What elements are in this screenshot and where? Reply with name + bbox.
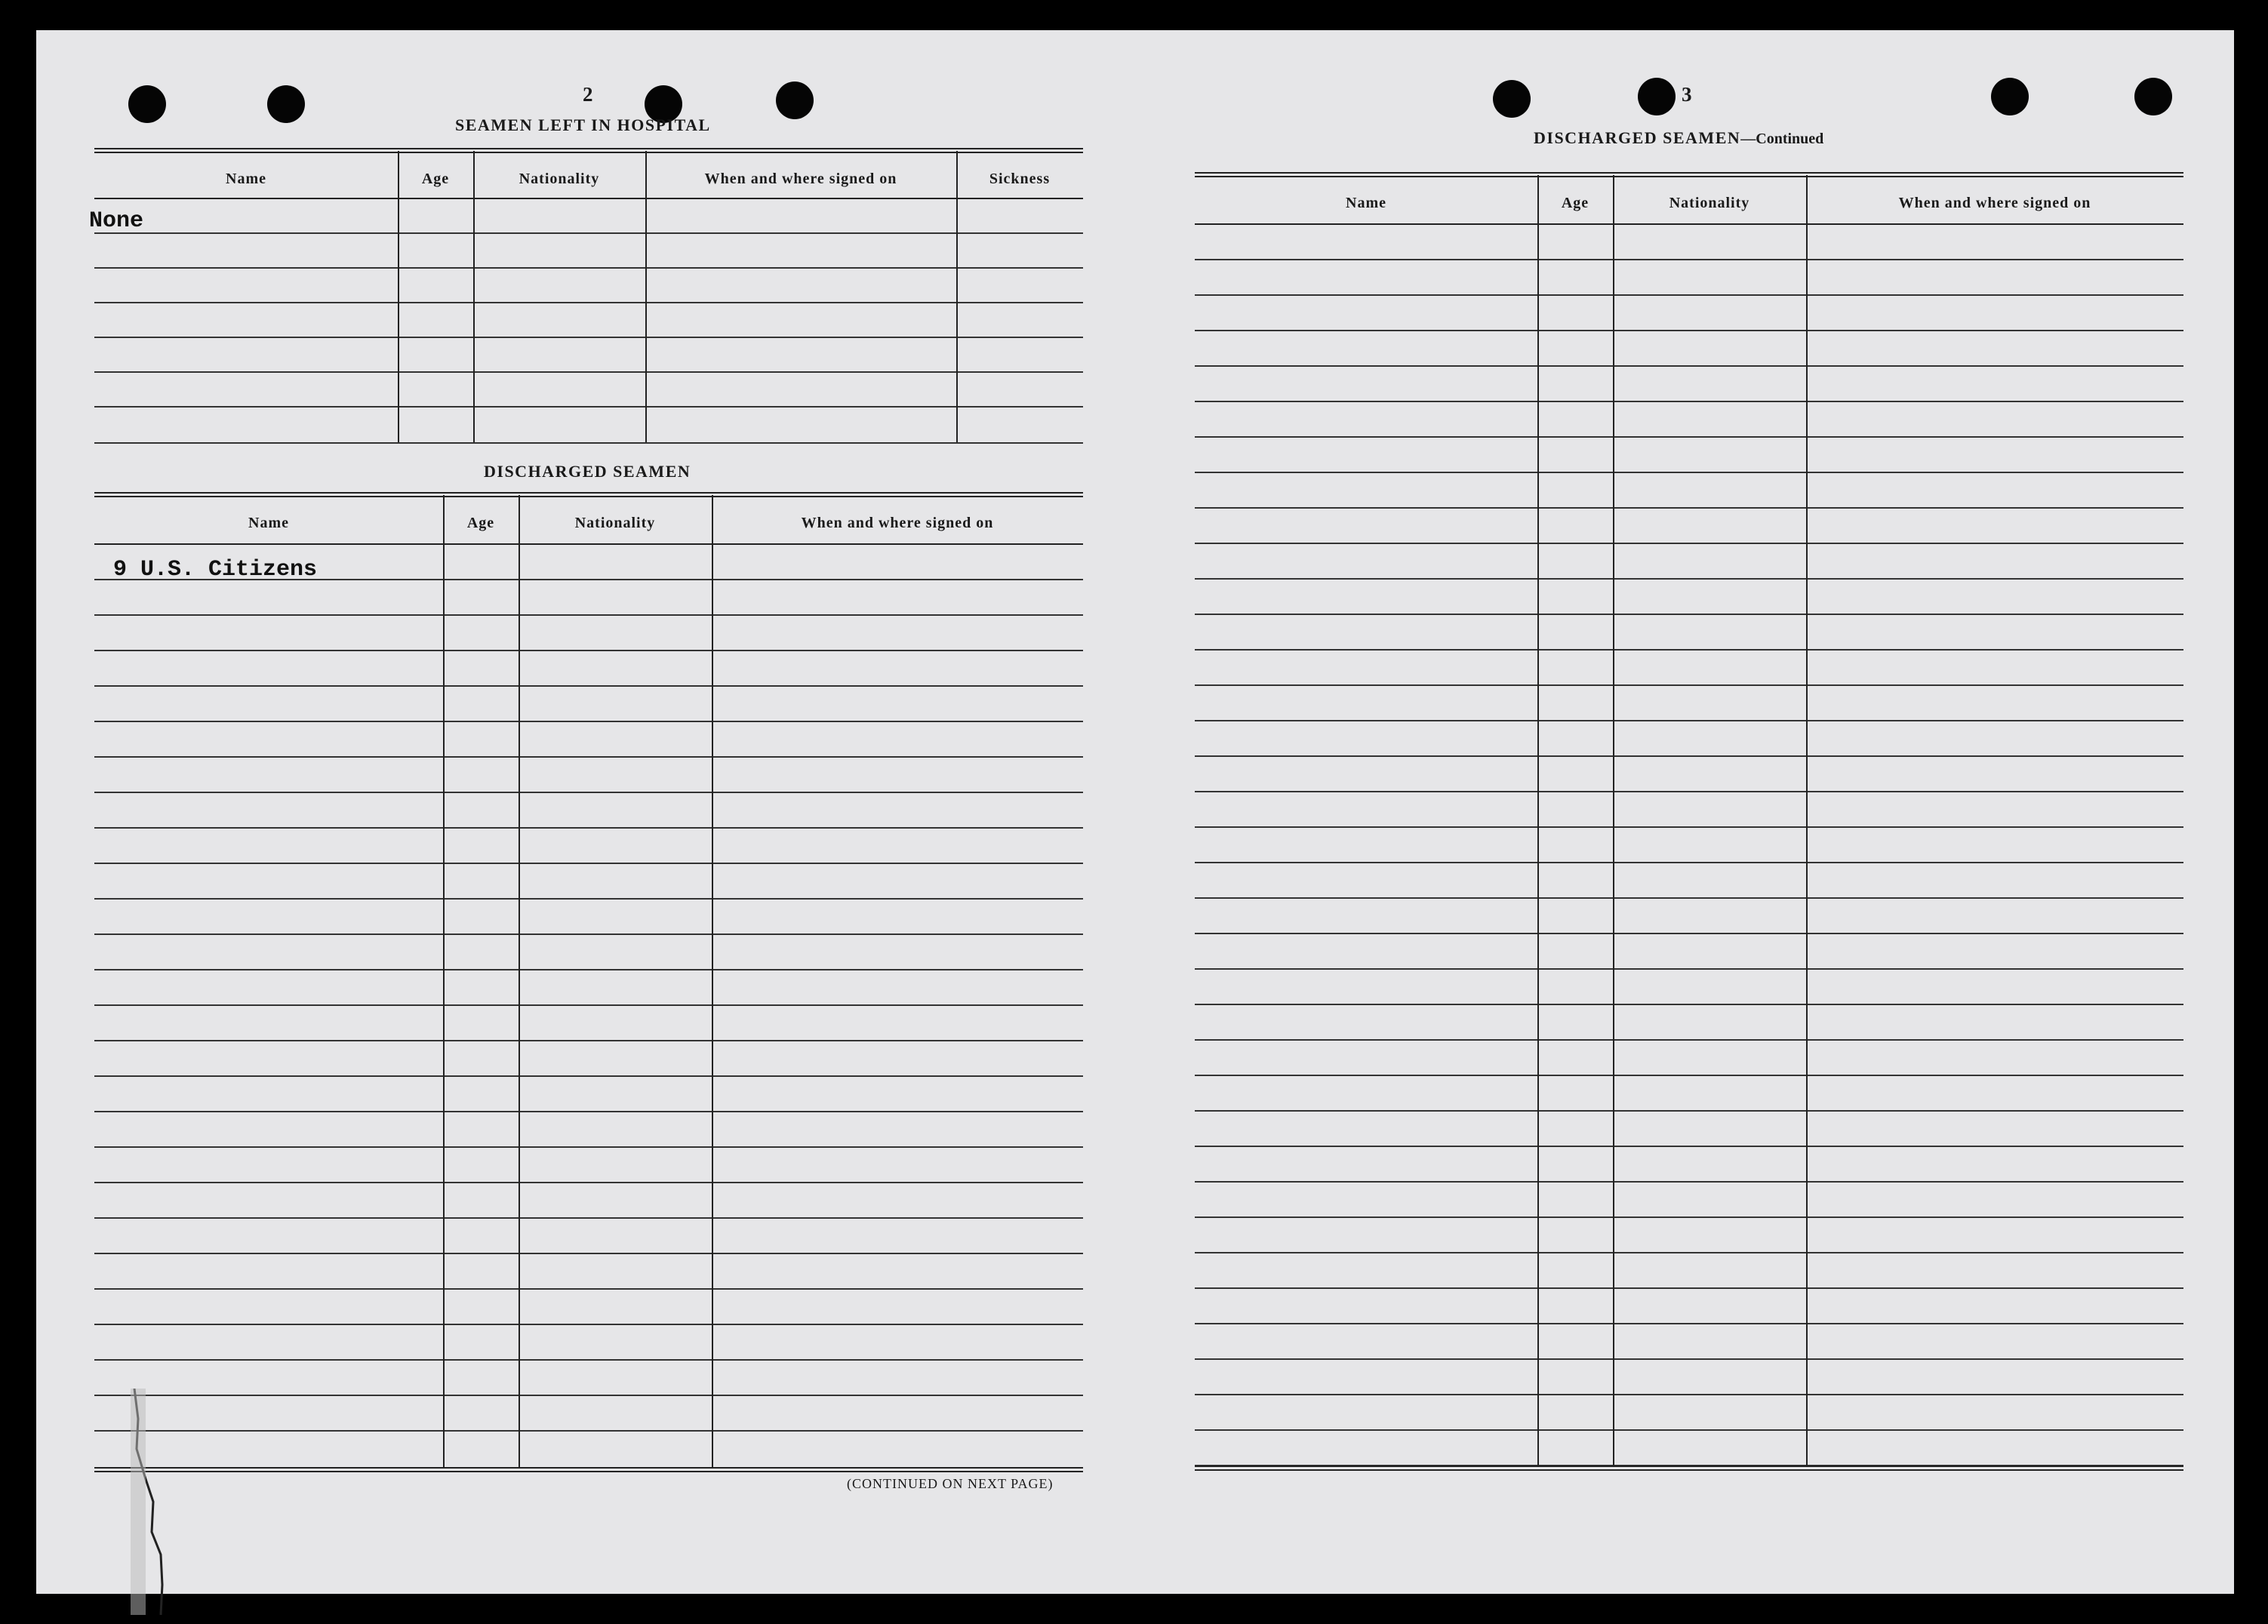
column-header-name: Name — [226, 171, 266, 187]
ruled-row-line — [94, 898, 1083, 900]
ruled-row-line — [1195, 897, 2183, 899]
ruled-row-line — [1195, 365, 2183, 367]
punch-hole — [128, 85, 166, 123]
ruled-row-line — [94, 614, 1083, 616]
ruled-row-line — [1195, 1004, 2183, 1005]
column-header-sickness: Sickness — [989, 171, 1051, 187]
paper-tear-mark — [131, 1389, 198, 1615]
discharged-table-right — [1195, 172, 2183, 1508]
ruled-row-line — [1195, 1252, 2183, 1253]
column-header-signed-on: When and where signed on — [704, 171, 897, 187]
ruled-row-line — [1195, 1394, 2183, 1395]
ruled-row-line — [1195, 1287, 2183, 1289]
discharged-section-title: DISCHARGED SEAMEN — [484, 462, 691, 481]
ruled-row-line — [94, 792, 1083, 793]
ruled-row-line — [1195, 1110, 2183, 1112]
discharged-table-left — [94, 492, 1083, 1503]
column-header-nationality: Nationality — [519, 171, 600, 187]
ruled-row-line — [94, 650, 1083, 651]
ruled-row-line — [94, 1430, 1083, 1432]
ruled-row-line — [1195, 436, 2183, 438]
column-header-name: Name — [1346, 195, 1386, 211]
punch-hole — [776, 82, 814, 119]
hospital-table — [94, 148, 1083, 480]
ruled-row-line — [1195, 1039, 2183, 1041]
ruled-row-line — [1195, 330, 2183, 331]
column-header-signed-on: When and where signed on — [801, 515, 994, 531]
ruled-row-line — [94, 863, 1083, 864]
ruled-row-line — [1195, 294, 2183, 296]
right-page-title-main: DISCHARGED SEAMEN — [1534, 128, 1741, 147]
page-number-left: 2 — [583, 83, 593, 106]
ruled-row-line — [94, 1182, 1083, 1183]
page-number-right: 3 — [1682, 83, 1692, 106]
ruled-row-line — [1195, 1146, 2183, 1147]
column-header-nationality: Nationality — [1669, 195, 1750, 211]
ruled-row-line — [1195, 649, 2183, 651]
punch-hole — [267, 85, 305, 123]
ruled-row-line — [1195, 684, 2183, 686]
ruled-row-line — [1195, 826, 2183, 828]
ruled-row-line — [1195, 1323, 2183, 1324]
ruled-row-line — [1195, 1075, 2183, 1076]
ruled-row-line — [94, 1111, 1083, 1112]
right-page-title-suffix: —Continued — [1740, 131, 1824, 147]
punch-hole — [1493, 80, 1531, 118]
ruled-row-line — [1195, 259, 2183, 260]
ruled-row-line — [1195, 507, 2183, 509]
ruled-row-line — [94, 1359, 1083, 1361]
ruled-row-line — [1195, 1181, 2183, 1183]
ruled-row-line — [1195, 578, 2183, 580]
ruled-row-line — [1195, 1216, 2183, 1218]
right-page-title — [1534, 128, 1823, 148]
punch-hole — [1638, 78, 1676, 115]
column-header-name: Name — [248, 515, 289, 531]
ruled-row-line — [1195, 720, 2183, 721]
ruled-row-line — [1195, 1429, 2183, 1431]
ruled-row-line — [1195, 755, 2183, 757]
ruled-row-line — [1195, 614, 2183, 615]
punch-hole — [1991, 78, 2029, 115]
ruled-row-line — [94, 1288, 1083, 1290]
ruled-row-line — [94, 685, 1083, 687]
ruled-row-line — [94, 1217, 1083, 1219]
ruled-row-line — [94, 1324, 1083, 1325]
ruled-row-line — [94, 756, 1083, 758]
ruled-row-line — [1195, 862, 2183, 863]
ruled-row-line — [1195, 1358, 2183, 1360]
ruled-row-line — [94, 1146, 1083, 1148]
ruled-row-line — [94, 827, 1083, 829]
punch-hole — [2134, 78, 2172, 115]
ruled-row-line — [1195, 401, 2183, 402]
ruled-row-line — [1195, 791, 2183, 792]
continued-note: (CONTINUED ON NEXT PAGE) — [847, 1476, 1054, 1491]
ruled-row-line — [1195, 933, 2183, 934]
column-header-nationality: Nationality — [574, 515, 656, 531]
column-header-age: Age — [466, 515, 495, 531]
hospital-entry-text: None — [89, 208, 144, 234]
ruled-row-line — [94, 933, 1083, 935]
hospital-section-title: SEAMEN LEFT IN HOSPITAL — [455, 115, 711, 134]
document-sheet — [36, 30, 2234, 1594]
ruled-row-line — [94, 1075, 1083, 1077]
ruled-row-line — [1195, 472, 2183, 473]
ruled-row-line — [94, 721, 1083, 722]
ruled-row-line — [94, 1004, 1083, 1006]
column-header-age: Age — [1561, 195, 1589, 211]
ruled-row-line — [94, 1040, 1083, 1041]
discharged-entry-text: 9 U.S. Citizens — [113, 557, 318, 583]
ruled-row-line — [94, 1253, 1083, 1254]
ruled-row-line — [94, 1395, 1083, 1396]
column-header-age: Age — [421, 171, 450, 187]
column-header-signed-on: When and where signed on — [1898, 195, 2091, 211]
ruled-row-line — [1195, 543, 2183, 544]
ruled-row-line — [94, 969, 1083, 970]
ruled-row-line — [1195, 968, 2183, 970]
